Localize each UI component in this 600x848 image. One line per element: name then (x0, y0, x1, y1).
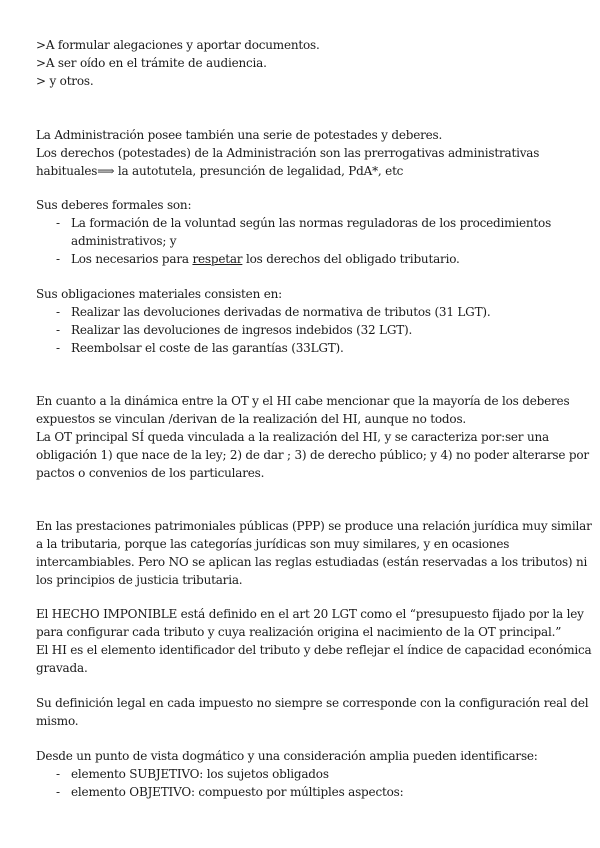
text-line: El HECHO IMPONIBLE está definido en el art 20 LGT como el “presupuesto fijado por la ley (36, 607, 584, 621)
ppp-paragraph (36, 517, 592, 589)
text-line (71, 250, 576, 268)
list-item: - Realizar las devoluciones de ingresos indebidos (32 LGT). (36, 321, 576, 339)
definicion-paragraph (36, 694, 589, 730)
list-item: - Realizar las devoluciones derivadas de normativa de tributos (31 LGT). (36, 303, 576, 321)
text-line: mismo. (36, 714, 79, 728)
text-line: a la tributaria, porque las categorías jurídicas son muy similares, y en ocasiones (36, 537, 510, 551)
underlined-word: respetar (192, 252, 243, 266)
hecho-imponible-paragraph (36, 605, 592, 677)
admin-paragraph (36, 126, 576, 180)
text-line: Su definición legal en cada impuesto no siempre se corresponde con la configuración real del (36, 696, 589, 710)
text-line: El HI es el elemento identificador del tributo y debe reflejar el índice de capacidad económica (36, 643, 592, 657)
list-item: - elemento SUBJETIVO: los sujetos obligados (36, 765, 576, 783)
text-line: expuestos se vinculan /derivan de la realización del HI, aunque no todos. (36, 412, 467, 426)
deberes-heading: Sus deberes formales son: (36, 198, 192, 212)
text-line: En cuanto a la dinámica entre la OT y el HI cabe mencionar que la mayoría de los deberes (36, 394, 570, 408)
dogmatico-section (36, 747, 576, 801)
text-line: intercambiables. Pero NO se aplican las reglas estudiadas (están reservadas a los tributos) ni (36, 555, 588, 569)
obligaciones-section (36, 285, 576, 357)
deberes-list (36, 214, 576, 268)
text-line: > y otros. (36, 74, 94, 88)
text-line: habituales⟹ la autotutela, presunción de legalidad, PdA*, etc (36, 164, 404, 178)
text-line: pactos o convenios de los particulares. (36, 466, 265, 480)
obligaciones-heading: Sus obligaciones materiales consisten en: (36, 287, 282, 301)
text-fragment: Los necesarios para (71, 252, 193, 266)
intro-paragraph (36, 36, 576, 90)
text-line: La Administración posee también una serie de potestades y deberes. (36, 128, 443, 142)
dogmatico-heading: Desde un punto de vista dogmático y una consideración amplia pueden identificarse: (36, 749, 538, 763)
text-line: administrativos; y (71, 234, 177, 248)
elementos-list (36, 765, 576, 801)
text-fragment: los derechos del obligado tributario. (242, 252, 460, 266)
text-line: >A formular alegaciones y aportar documentos. (36, 38, 320, 52)
text-line: gravada. (36, 661, 88, 675)
text-line: los principios de justicia tributaria. (36, 573, 243, 587)
text-line: para configurar cada tributo y cuya realización origina el nacimiento de la OT principal.” (36, 625, 562, 639)
list-item: - elemento OBJETIVO: compuesto por múltiples aspectos: (36, 783, 576, 801)
obligaciones-list (36, 303, 576, 357)
text-line: La OT principal SÍ queda vinculada a la realización del HI, y se caracteriza por:ser una (36, 430, 549, 444)
dinamica-paragraph (36, 392, 589, 482)
deberes-section (36, 196, 576, 268)
text-line: En las prestaciones patrimoniales públicas (PPP) se produce una relación jurídica muy similar (36, 519, 592, 533)
text-line: >A ser oído en el trámite de audiencia. (36, 56, 267, 70)
list-item (36, 214, 576, 250)
text-line: Los derechos (potestades) de la Administración son las prerrogativas administrativas (36, 146, 540, 160)
list-item: - Reembolsar el coste de las garantías (33LGT). (36, 339, 576, 357)
text-line: - La formación de la voluntad según las normas reguladoras de los procedimientos (71, 216, 552, 230)
list-item (36, 250, 576, 268)
text-line: obligación 1) que nace de la ley; 2) de dar ; 3) de derecho público; y 4) no poder alterarse por (36, 448, 589, 462)
